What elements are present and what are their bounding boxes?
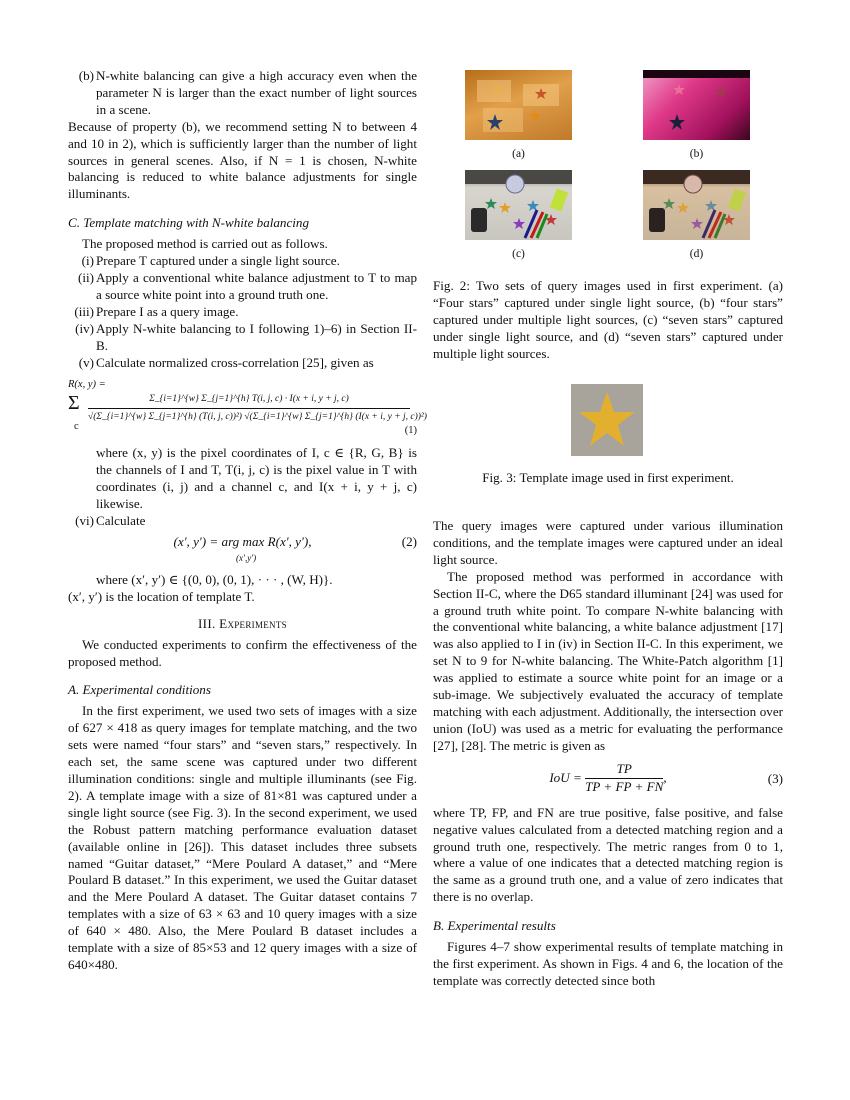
section-title: Experiments	[219, 615, 287, 631]
eq2-number: (2)	[401, 533, 417, 549]
step-text: Prepare T captured under a single light source.	[96, 253, 340, 269]
star-icon	[571, 384, 643, 456]
paragraph: where TP, FP, and FN are true positive, false positive, and false negative values calculated from a detected matching region and a ground truth one, respectively. The metric ranges from 0 to 1, where a value of one indicates that a detected matching region is the same as a ground truth one, and a value of zero indicates that there is no overlap.	[433, 804, 783, 905]
fig2-label-a: (a)	[512, 148, 525, 160]
right-column	[433, 518, 783, 990]
fig2-label-b: (b)	[689, 148, 704, 160]
section-number: III.	[198, 615, 216, 631]
step-item	[68, 355, 417, 372]
paragraph: The query images were captured under various illumination conditions, and the template images were captured under an ideal light source.	[433, 518, 783, 567]
step-label: (v)	[78, 354, 94, 370]
fig2-image-d	[643, 170, 750, 240]
eq2-sub: (x′,y′)	[236, 552, 257, 563]
equation-2	[68, 534, 417, 568]
fig2-label-c: (c)	[512, 248, 525, 260]
item-text: N-white balancing can give a high accuracy even when the parameter N is larger than the exact number of light sources in a scene.	[96, 68, 417, 117]
paragraph: In the first experiment, we used two sets of images with a size of 627 × 418 as query images for template matching, and the two sets were named “four stars” and “seven stars,” respectively. In each set, the same scene was captured under two different illumination conditions: single and multiple illuminants (see Fig. 2). A template image with a size of 81×81 was captured under a single light source (see Fig. 3). In the second experiment, we used the Robust pattern matching performance evaluation dataset (available online in [26]). This dataset includes three subsets named “Guitar dataset,” “Mere Poulard A dataset,” and “Mere Poulard B dataset.” In this experiment, we used the Guitar dataset and the Mere Poulard A dataset. The Guitar dataset contains 7 templates with a size of 63 × 63 and 10 query images with a size of 640 × 480. Also, the Mere Poulard B dataset includes a template with a size of 85×53 and 12 query images with a size of 640×480.	[68, 703, 417, 972]
paragraph: where (x′, y′) ∈ {(0, 0), (0, 1), · · · , (W, H)}.	[96, 571, 333, 587]
section-heading-a: A. Experimental conditions	[68, 682, 211, 698]
eq1-sum-sub: c	[74, 421, 79, 433]
star-scene-c	[465, 170, 572, 240]
star-scene-b	[643, 70, 750, 140]
step-text: Apply N-white balancing to I following 1)–6) in Section II-B.	[96, 320, 417, 353]
item-label: (b)	[78, 68, 94, 83]
eq1-sum: Σ	[68, 392, 80, 415]
step-text: Apply a conventional white balance adjustment to T to map a source white point into a ground truth one.	[96, 269, 417, 302]
step-item	[68, 321, 417, 355]
section-heading-c: C. Template matching with N-white balancing	[68, 215, 310, 231]
property-item-b	[68, 68, 417, 119]
eq1-lhs: R(x, y) =	[68, 379, 106, 391]
fig2-caption: Fig. 2: Two sets of query images used in first experiment. (a) “Four stars” captured under single light source, (b) “four stars” captured under multiple light sources, (c) “seven stars” captured under single light source, and (d) “seven stars” captured under multiple light sources.	[433, 278, 783, 361]
step-label: (iii)	[74, 303, 94, 319]
section-heading-3	[68, 616, 417, 633]
eq1-fraction	[88, 393, 427, 424]
paragraph: We conducted experiments to confirm the effectiveness of the proposed method.	[68, 636, 417, 669]
paragraph: Because of property (b), we recommend setting N to between 4 and 10 in 2), which is sufficiently larger than the number of light sources in general scenes. Also, if N = 1 is chosen, N-white balancing is reduced to white balance adjustments for single illuminants.	[68, 118, 417, 202]
paragraph: The proposed method was performed in accordance with Section II-C, where the D65 standard illuminant [24] was used for a ground truth white point. To compare N-white balancing with the conventional white balancing, a white balance adjustment [17] was also applied to I in (iv) in Section II-C. In this experiment, we set N to 9 for N-white balancing. The White-Patch algorithm [1] was applied to estimate a source white point for an image or a sub-image. We subjectively evaluated the accuracy of template matching with each adjustment. Additionally, the intersection over union (IoU) was used as a metric for evaluating the performance [27], [28]. The metric is given as	[433, 568, 783, 753]
eq1-numerator: Σ_{i=1}^{w} Σ_{j=1}^{h} T(i, j, c) · I(x + i, y + j, c)	[88, 393, 410, 409]
step-item	[68, 304, 417, 321]
step-label: (i)	[81, 253, 94, 269]
paragraph: (x′, y′) is the location of template T.	[68, 588, 255, 604]
eq3-numerator: TP	[585, 761, 663, 779]
section-heading-b: B. Experimental results	[433, 918, 556, 934]
step-text: Calculate	[96, 513, 146, 529]
eq3-denominator: TP + FP + FN	[585, 778, 664, 794]
fig3-template-image	[571, 384, 643, 456]
fig2-image-a	[465, 70, 572, 140]
step-label: (vi)	[75, 513, 94, 529]
step-item	[68, 513, 417, 530]
eq3-lhs: IoU =	[549, 769, 582, 785]
step-text: Calculate normalized cross-correlation [25], given as	[96, 354, 374, 370]
eq1-denominator: √(Σ_{i=1}^{w} Σ_{j=1}^{h} (T(i, j, c))²) √(Σ_{i=1}^{w} Σ_{j=1}^{h} (I(x + i, y + j, c))²)	[88, 412, 427, 423]
equation-3: IoU = $\frac{TP}{TP + FP + FN}$ , (3)	[549, 760, 783, 794]
fig2-label-d: (d)	[689, 248, 704, 260]
step-label: (ii)	[78, 269, 94, 285]
eq2-body: (x′, y′) = arg max R(x′, y′),	[173, 533, 312, 549]
paragraph: The proposed method is carried out as follows.	[82, 236, 328, 252]
equation-1	[68, 375, 427, 443]
step-item	[68, 253, 417, 270]
left-column	[68, 68, 427, 974]
star-scene-a	[465, 70, 572, 140]
eq1-number: (1)	[404, 425, 417, 437]
fig3-caption: Fig. 3: Template image used in first experiment.	[482, 470, 734, 485]
step-item	[68, 270, 417, 304]
paragraph: where (x, y) is the pixel coordinates of I, c ∈ {R, G, B} is the channels of I and T, T(i, j, c) is the pixel value in T with coordinates (i, j) and a channel c, and I(x + i, y + j, c) likewise.	[96, 445, 417, 512]
fig2-image-b	[643, 70, 750, 140]
fig2-image-c	[465, 170, 572, 240]
paragraph: Figures 4–7 show experimental results of template matching in the first experiment. As shown in Figs. 4 and 6, the location of the template was correctly detected since both	[433, 939, 783, 988]
step-text: Prepare I as a query image.	[96, 303, 239, 319]
star-scene-d	[643, 170, 750, 240]
eq3-number: (3)	[767, 770, 783, 786]
eq3-fraction	[585, 761, 663, 796]
step-label: (iv)	[75, 320, 94, 336]
